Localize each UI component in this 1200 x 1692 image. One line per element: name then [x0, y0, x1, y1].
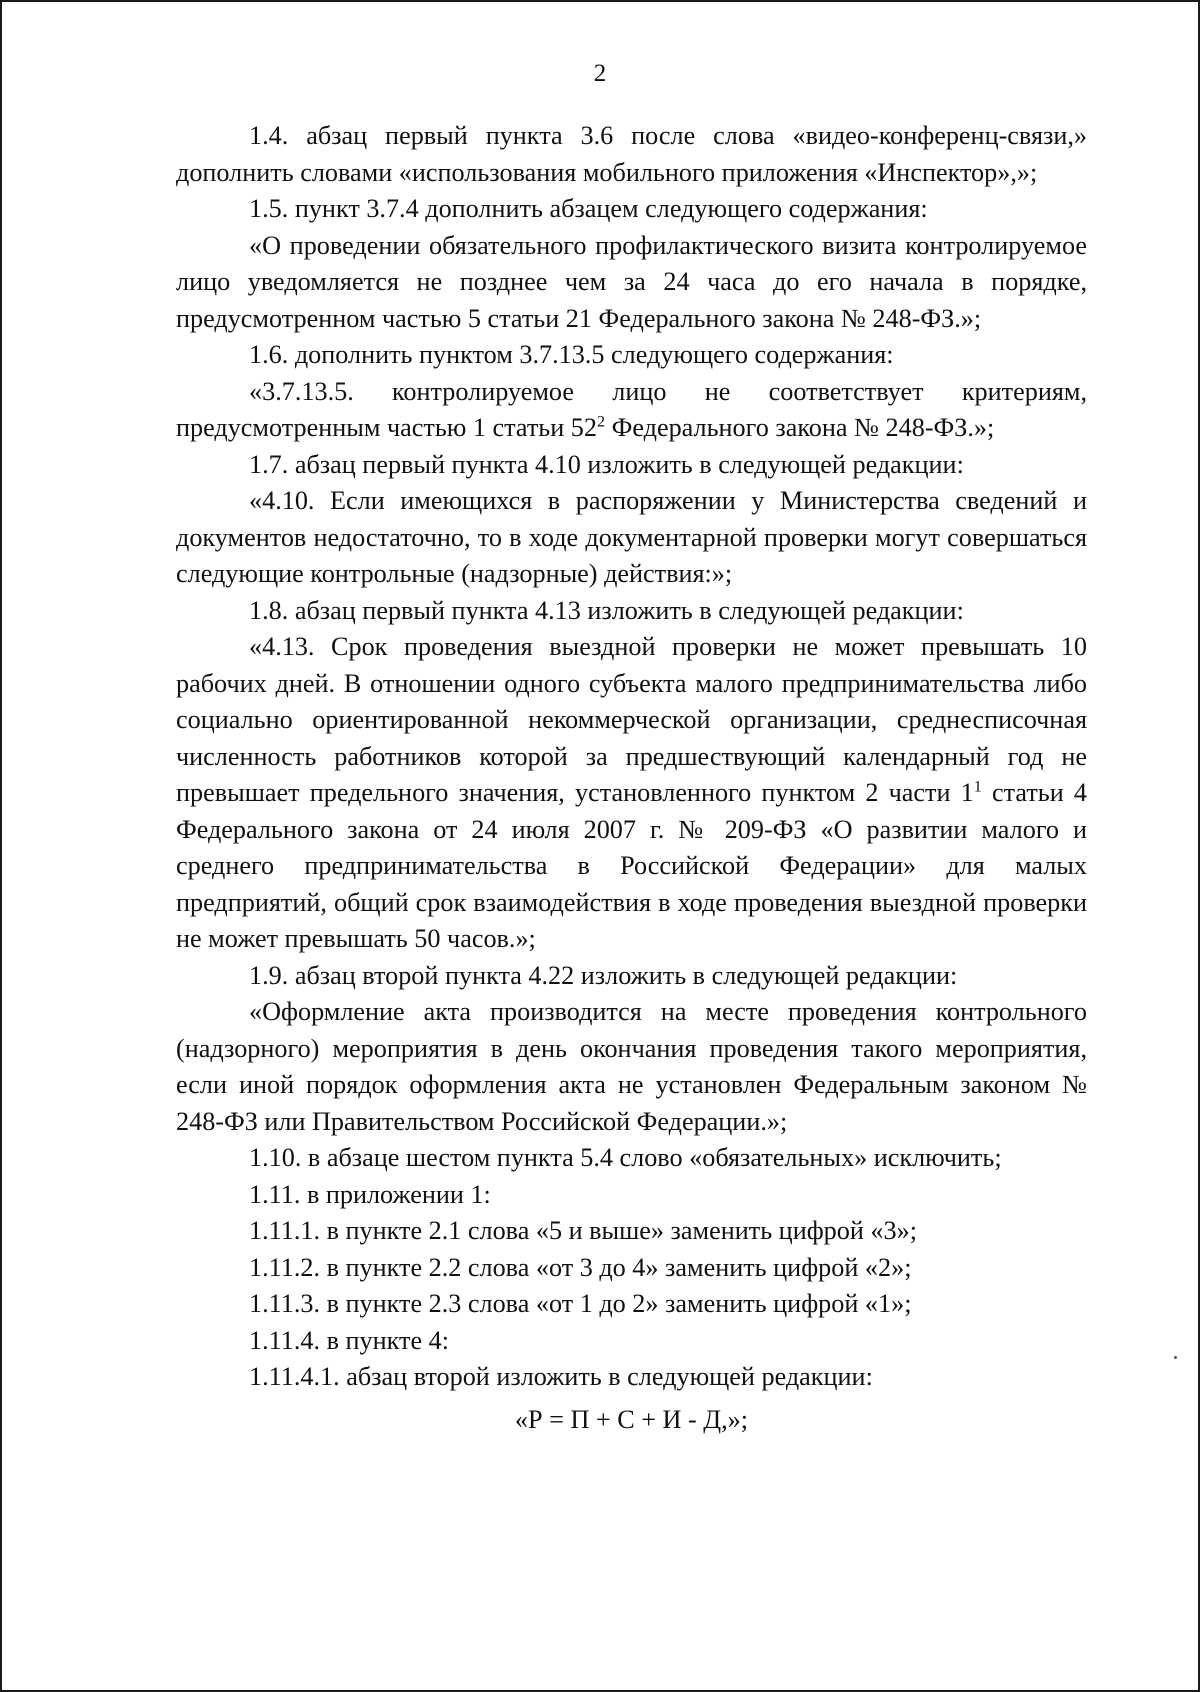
paragraph-1-5: 1.5. пункт 3.7.4 дополнить абзацем следующего содержания:	[249, 194, 928, 223]
superscript: 2	[597, 412, 606, 431]
scan-speck	[1174, 1356, 1177, 1359]
superscript: 1	[973, 777, 982, 796]
paragraph-1-4: 1.4. абзац первый пункта 3.6 после слова «видео-конференц-связи,» дополнить словами «использования мобильного приложения «Инспектор»,»;	[176, 121, 1087, 187]
paragraph-1-11-4-1: 1.11.4.1. абзац второй изложить в следующей редакции:	[249, 1362, 873, 1391]
paragraph-text: «4.13. Срок проведения выездной проверки не может превышать 10 рабочих дней. В отношении одного субъекта малого предпринимательства либо социально ориентированной некоммерческой организации, среднесписочная численность работников которой за предшествующий календарный год не превышает предельного значения, установленного пунктом 2 части 1	[176, 632, 1087, 807]
page-number: 2	[593, 60, 607, 87]
paragraph-1-7: 1.7. абзац первый пункта 4.10 изложить в следующей редакции:	[249, 449, 964, 479]
paragraph-1-10: 1.10. в абзаце шестом пункта 5.4 слово «обязательных» исключить;	[249, 1143, 1002, 1172]
paragraph-1-9: 1.9. абзац второй пункта 4.22 изложить в следующей редакции:	[249, 960, 958, 990]
paragraph-quote-4-22: «Оформление акта производится на месте проведения контрольного (надзорного) мероприятия в день окончания проведения такого мероприятия, если иной порядок оформления акта не установлен Федеральным законом № 248-ФЗ или Правительством Российской Федерации.»;	[176, 997, 1087, 1136]
paragraph-quote-3-7-13-5	[176, 374, 1087, 447]
paragraph-text: «3.7.13.5. контролируемое лицо не соответствует критериям, предусмотренным частью 1 статьи 52	[176, 376, 1087, 442]
paragraph-1-11: 1.11. в приложении 1:	[249, 1179, 491, 1209]
paragraph-quote-4-13	[176, 629, 1087, 958]
formula: «Р = П + С + И - Д,»;	[514, 1404, 749, 1434]
paragraph-1-11-4: 1.11.4. в пункте 4:	[249, 1325, 449, 1355]
paragraph-1-11-3: 1.11.3. в пункте 2.3 слова «от 1 до 2» заменить цифрой «1»;	[249, 1289, 912, 1318]
paragraph-1-8: 1.8. абзац первый пункта 4.13 изложить в следующей редакции:	[249, 595, 964, 625]
paragraph-1-11-2: 1.11.2. в пункте 2.2 слова «от 3 до 4» заменить цифрой «2»;	[249, 1252, 912, 1282]
document-body	[176, 118, 1087, 1438]
paragraph-text-tail: статьи 4 Федерального закона от 24 июля 2007 г. № 209-ФЗ «О развитии малого и среднего предпринимательства в Российской Федерации» для малых предприятий, общий срок взаимодействия в ходе проведения выездной проверки не может превышать 50 часов.»;	[176, 778, 1087, 953]
paragraph-text-tail: Федерального закона № 248-ФЗ.»;	[605, 413, 995, 442]
paragraph-quote-4-10: «4.10. Если имеющихся в распоряжении у Министерства сведений и документов недостаточно, то в ходе документарной проверки могут совершаться следующие контрольные (надзорные) действия:»;	[176, 486, 1087, 588]
paragraph-1-6: 1.6. дополнить пунктом 3.7.13.5 следующего содержания:	[249, 340, 894, 369]
paragraph-quote-3-7-4: «О проведении обязательного профилактического визита контролируемое лицо уведомляется не позднее чем за 24 часа до его начала в порядке, предусмотренном частью 5 статьи 21 Федерального закона № 248-ФЗ.»;	[176, 230, 1087, 333]
paragraph-1-11-1: 1.11.1. в пункте 2.1 слова «5 и выше» заменить цифрой «3»;	[249, 1216, 917, 1245]
